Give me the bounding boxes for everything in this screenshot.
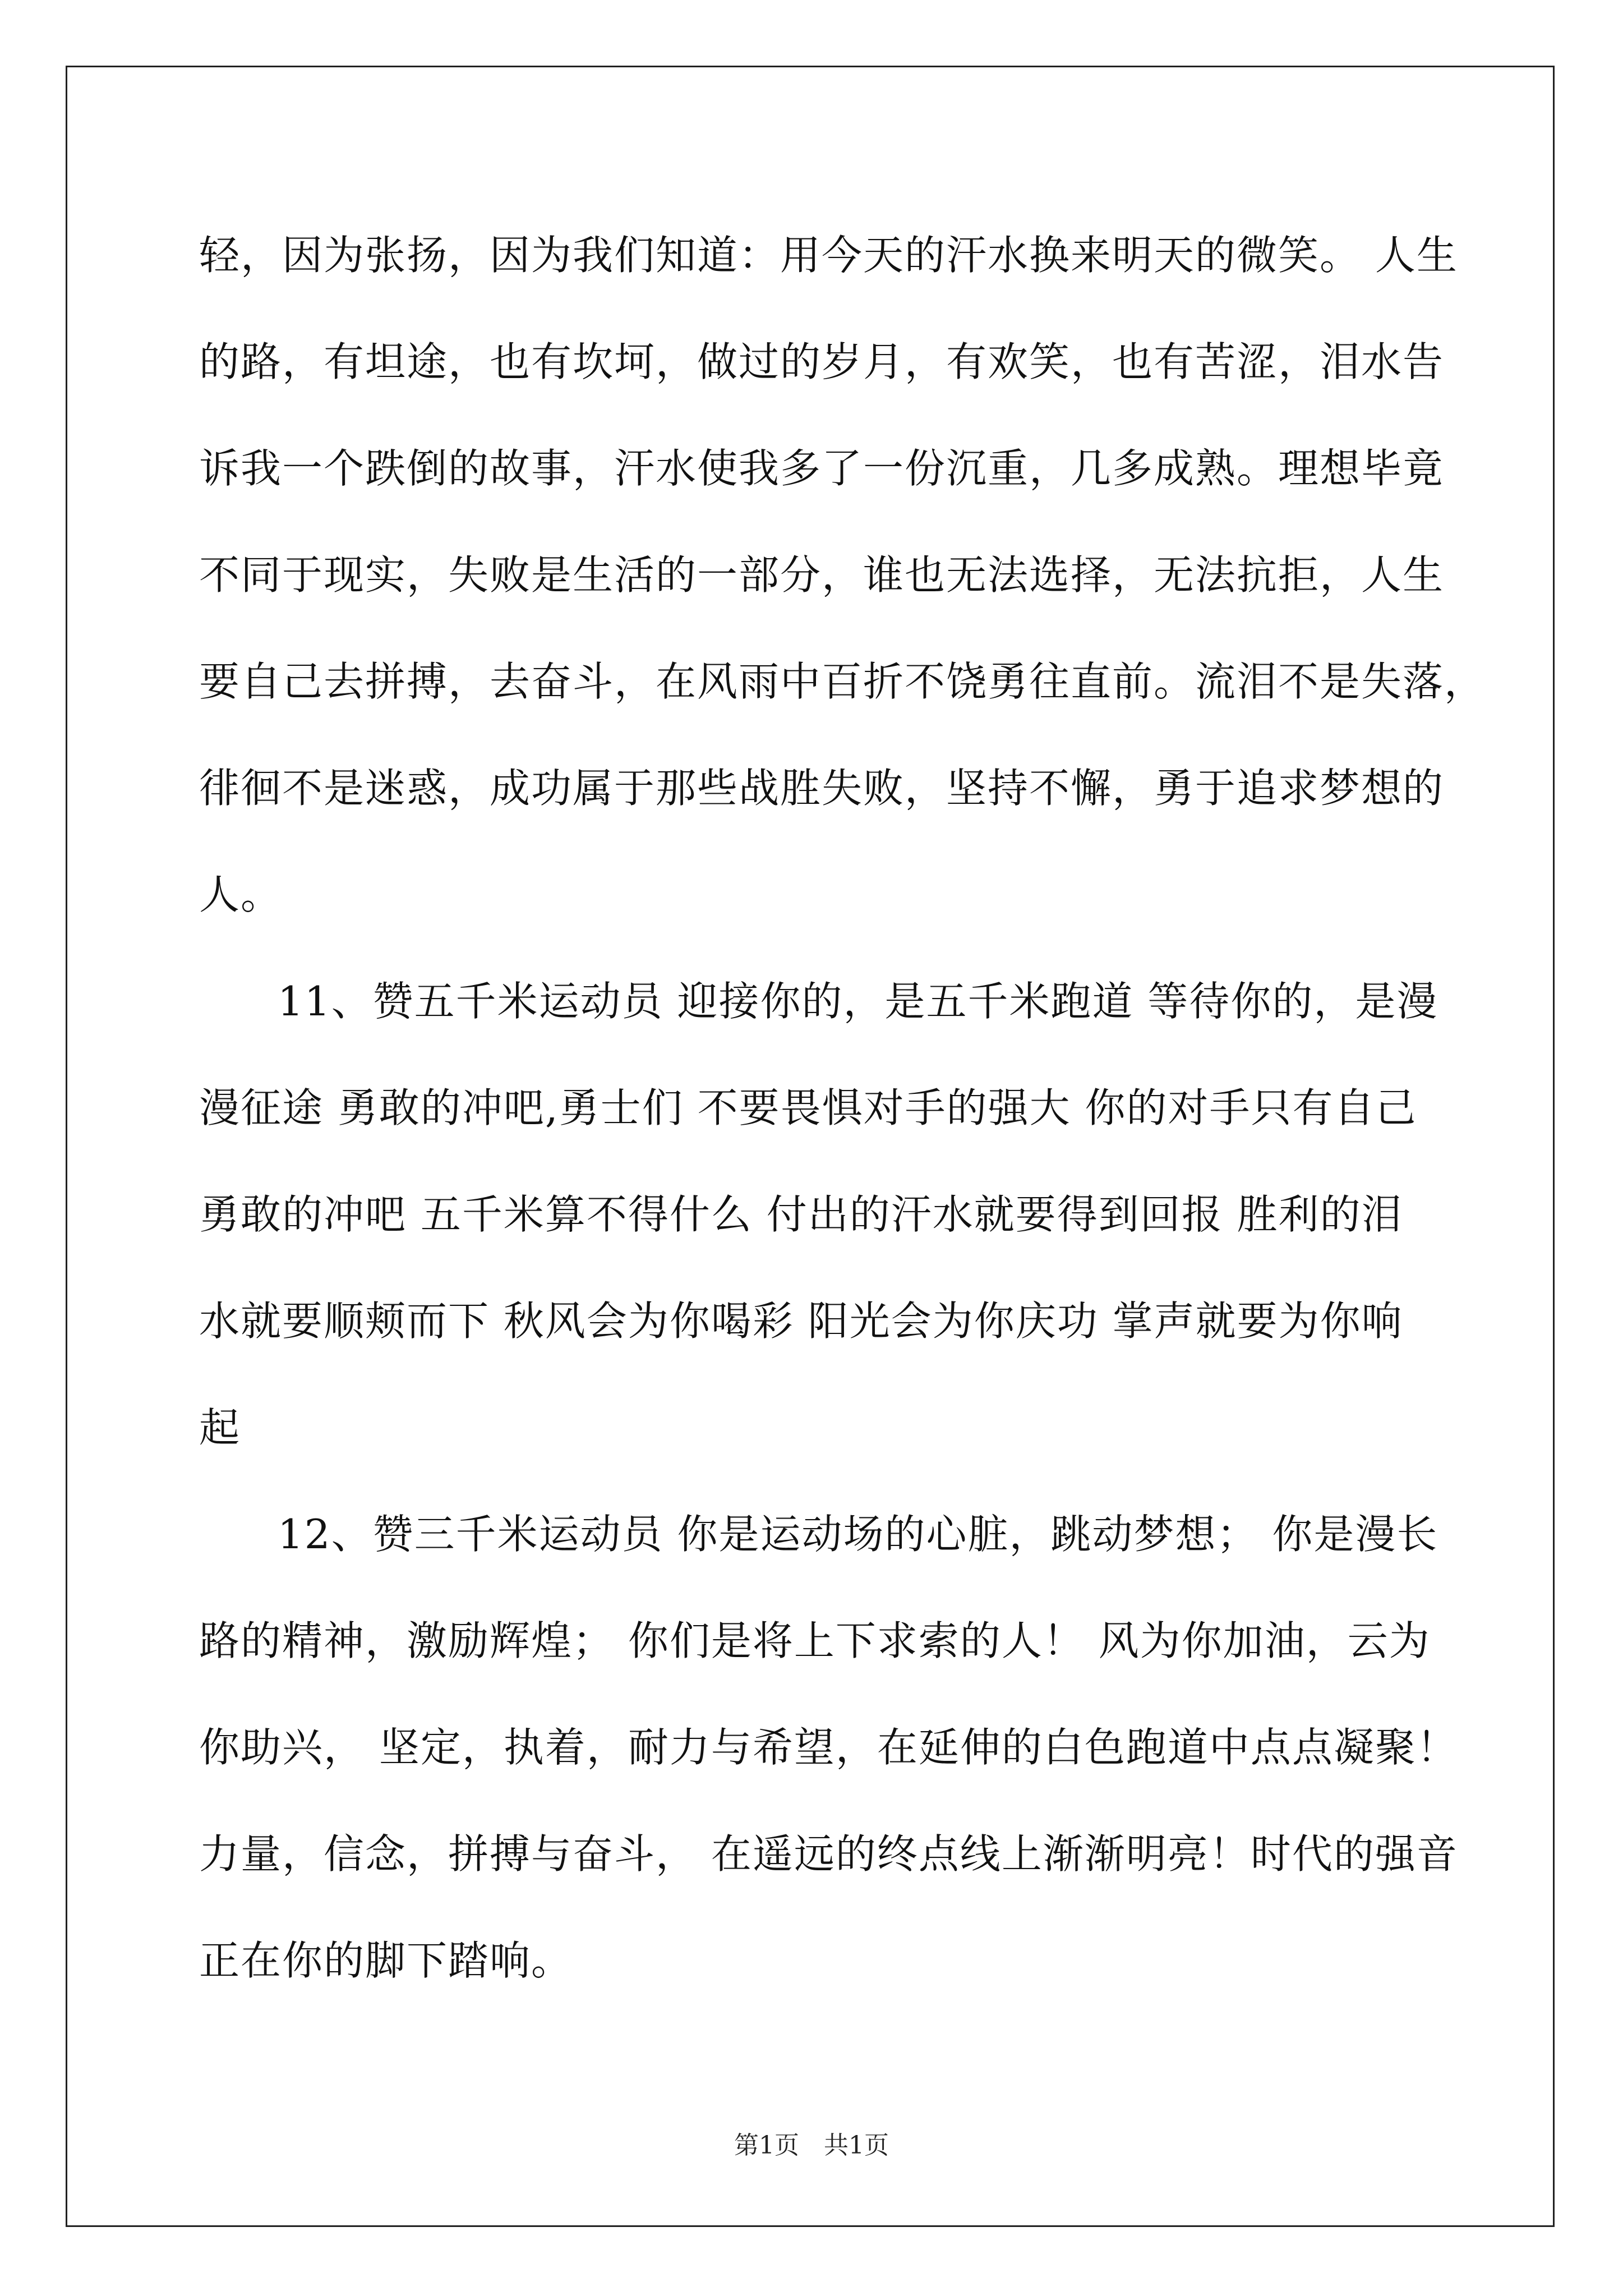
paragraph-1-line-2: 的路，有坦途，也有坎坷，做过的岁月，有欢笑，也有苦涩，泪水告 xyxy=(199,338,1445,385)
paragraph-2-line-5: 起 xyxy=(199,1404,241,1451)
page-footer: 第1页 共1页 xyxy=(734,2131,889,2160)
paragraph-2-line-1: 11、赞五千米运动员 迎接你的，是五千米跑道 等待你的，是漫 xyxy=(278,978,1438,1025)
document-body xyxy=(199,202,1486,2014)
paragraph-3-line-4: 力量，信念，拼搏与奋斗， 在遥远的终点线上渐渐明亮！时代的强音 xyxy=(199,1830,1458,1878)
paragraph-1-line-4: 不同于现实，失败是生活的一部分，谁也无法选择，无法抗拒，人生 xyxy=(199,551,1445,599)
paragraph-3-line-3: 你助兴， 坚定，执着，耐力与希望，在延伸的白色跑道中点点凝聚！ xyxy=(199,1724,1458,1771)
paragraph-1-line-3: 诉我一个跌倒的故事，汗水使我多了一份沉重，几多成熟。理想毕竟 xyxy=(199,445,1445,492)
paragraph-1-line-5: 要自己去拼搏，去奋斗，在风雨中百折不饶勇往直前。流泪不是失落， xyxy=(199,658,1486,705)
paragraph-1-line-1: 轻，因为张扬，因为我们知道：用今天的汗水换来明天的微笑。 人生 xyxy=(199,232,1458,279)
paragraph-1-line-7: 人。 xyxy=(199,871,283,918)
paragraph-2-line-2: 漫征途 勇敢的冲吧,勇士们 不要畏惧对手的强大 你的对手只有自己 xyxy=(199,1084,1417,1131)
paragraph-3-line-1: 12、赞三千米运动员 你是运动场的心脏，跳动梦想； 你是漫长 xyxy=(278,1511,1438,1558)
paragraph-1-line-6: 徘徊不是迷惑，成功属于那些战胜失败，坚持不懈，勇于追求梦想的 xyxy=(199,765,1445,812)
paragraph-2-line-3: 勇敢的冲吧 五千米算不得什么 付出的汗水就要得到回报 胜利的泪 xyxy=(199,1191,1403,1238)
paragraph-2-line-4: 水就要顺颊而下 秋风会为你喝彩 阳光会为你庆功 掌声就要为你响 xyxy=(199,1297,1403,1345)
paragraph-3-line-5: 正在你的脚下踏响。 xyxy=(199,1937,573,1984)
paragraph-3-line-2: 路的精神，激励辉煌； 你们是将上下求索的人！ 风为你加油，云为 xyxy=(199,1617,1431,1664)
